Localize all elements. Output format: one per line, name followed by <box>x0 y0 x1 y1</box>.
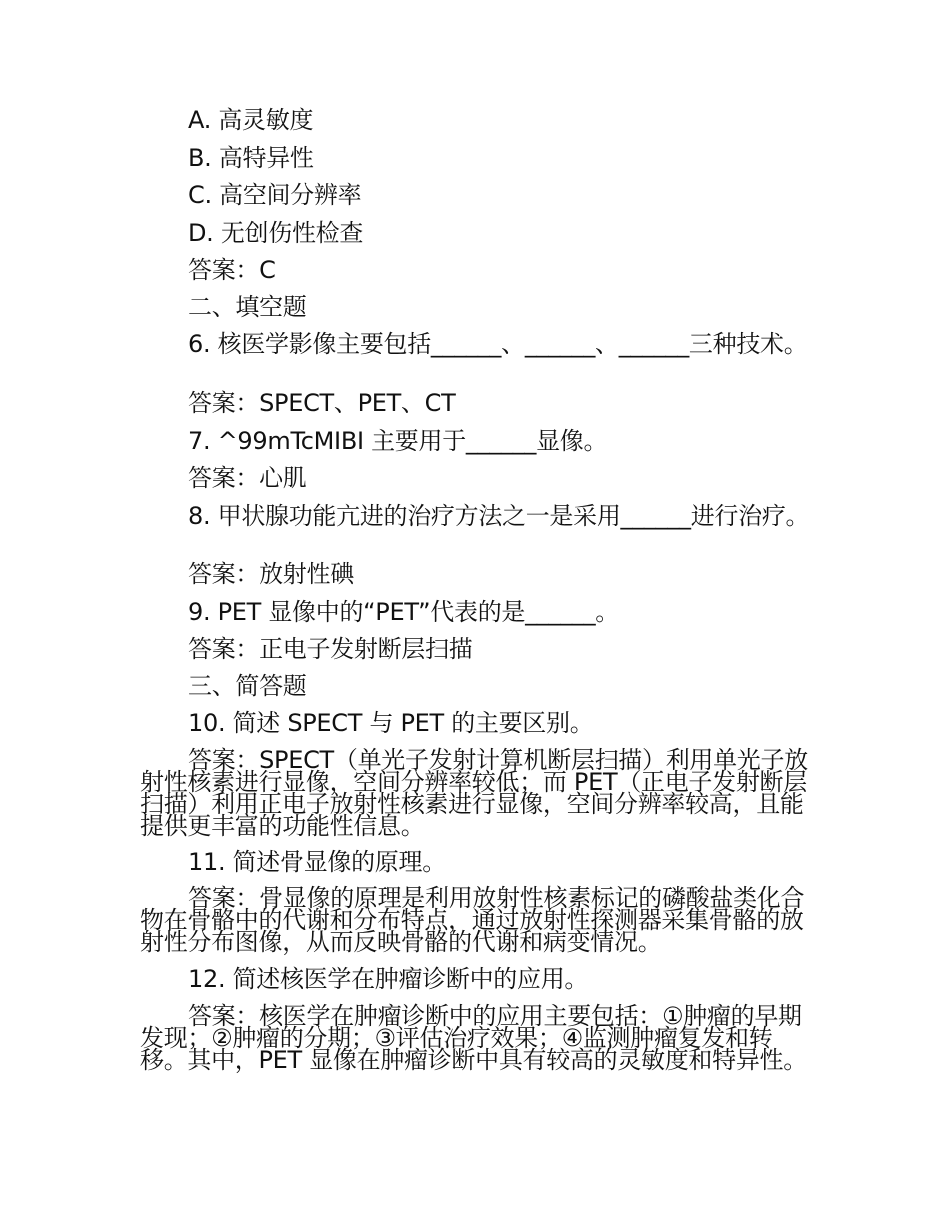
q11-answer: 答案：骨显像的原理是利用放射性核素标记的磷酸盐类化合物在骨骼中的代谢和分布特点，通过放射性探测器采集骨骼的放射性分布图像，从而反映骨骼的代谢和病变情况。 <box>140 884 805 956</box>
section-heading-short-answer: 三、简答题 <box>188 672 307 700</box>
question-12: 12. 简述核医学在肿瘤诊断中的应用。 <box>188 965 589 993</box>
q8-answer: 答案：放射性碘 <box>188 560 354 588</box>
q12-answer: 答案：核医学在肿瘤诊断中的应用主要包括：①肿瘤的早期发现；②肿瘤的分期；③评估治疗效果；④监测肿瘤复发和转移。其中，PET 显像在肿瘤诊断中具有较高的灵敏度和特异性。 <box>140 1002 807 1074</box>
question-8: 8. 甲状腺功能亢进的治疗方法之一是采用______进行治疗。 <box>188 502 810 530</box>
q6-answer: 答案：SPECT、PET、CT <box>188 389 456 417</box>
question-9: 9. PET 显像中的“PET”代表的是______。 <box>188 598 619 626</box>
option-b: B. 高特异性 <box>188 144 314 172</box>
option-c: C. 高空间分辨率 <box>188 181 362 209</box>
q7-answer: 答案：心肌 <box>188 464 307 492</box>
q10-answer: 答案：SPECT（单光子发射计算机断层扫描）利用单光子放射性核素进行显像，空间分辨率较低；而 PET（正电子发射断层扫描）利用正电子放射性核素进行显像，空间分辨率较高，且能提供更丰富的功能性信息。 <box>140 746 808 840</box>
section-heading-fill-in: 二、填空题 <box>188 293 307 321</box>
question-7: 7. ^99mTcMIBI 主要用于______显像。 <box>188 427 608 455</box>
option-a: A. 高灵敏度 <box>188 106 314 134</box>
option-d: D. 无创伤性检查 <box>188 219 364 247</box>
q9-answer: 答案：正电子发射断层扫描 <box>188 635 473 663</box>
question-11: 11. 简述骨显像的原理。 <box>188 848 446 876</box>
question-6: 6. 核医学影像主要包括______、______、______三种技术。 <box>188 330 808 358</box>
q5-answer: 答案：C <box>188 256 276 284</box>
question-10: 10. 简述 SPECT 与 PET 的主要区别。 <box>188 709 594 737</box>
